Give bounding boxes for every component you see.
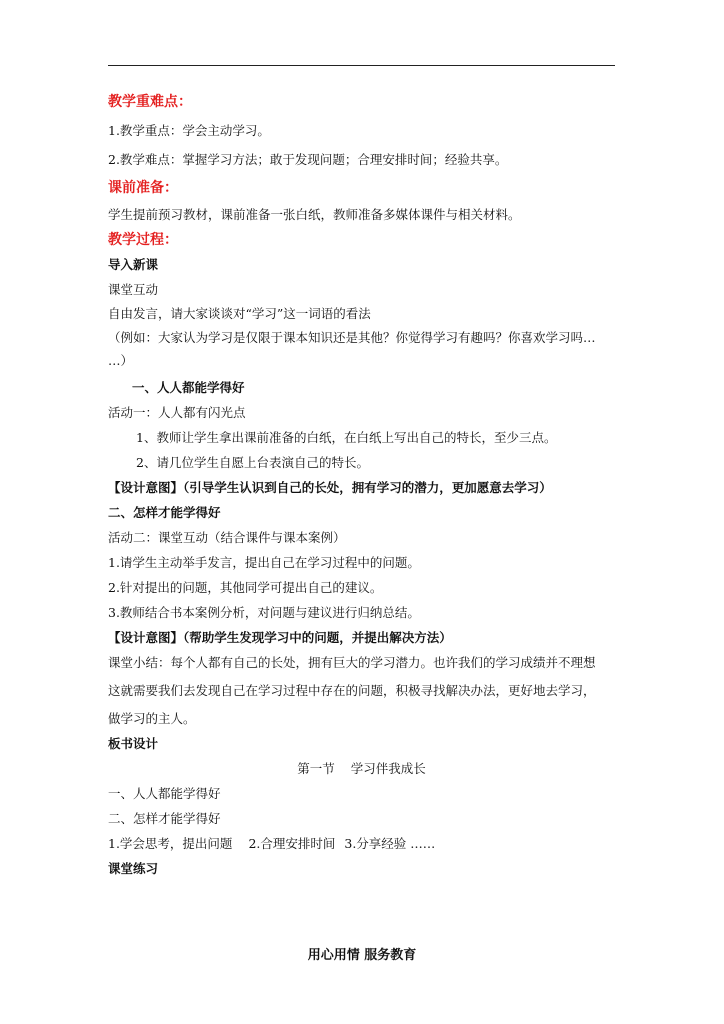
intro-example-line-1: （例如：大家认为学习是仅限于课本知识还是其他？你觉得学习有趣吗？你喜欢学习吗… xyxy=(108,330,596,345)
preparation-text: 学生提前预习教材，课前准备一张白纸，教师准备多媒体课件与相关材料。 xyxy=(108,207,521,222)
part2-activity: 活动二：课堂互动（结合课件与课本案例） xyxy=(108,530,346,545)
summary-line-3: 做学习的主人。 xyxy=(108,711,196,726)
page-footer: 用心用情 服务教育 xyxy=(307,948,417,963)
part2-design-intent: 【设计意图】（帮助学生发现学习中的问题，并提出解决方法） xyxy=(108,630,452,645)
difficulty-item: 2.教学难点：掌握学习方法；敢于发现问题；合理安排时间；经验共享。 xyxy=(108,152,508,167)
part1-step-1: 1、教师让学生拿出课前准备的白纸，在白纸上写出自己的特长，至少三点。 xyxy=(136,430,557,445)
part1-design-intent: 【设计意图】（引导学生认识到自己的长处，拥有学习的潜力，更加愿意去学习） xyxy=(108,480,552,495)
board-point-1: 1.学会思考，提出问题 xyxy=(108,836,233,851)
intro-example-line-2: …） xyxy=(108,353,134,368)
part2-heading: 二、怎样才能学得好 xyxy=(108,505,221,520)
board-title xyxy=(108,761,615,777)
key-point-item: 1.教学重点：学会主动学习。 xyxy=(108,123,270,138)
practice-heading: 课堂练习 xyxy=(108,861,159,876)
board-line-1: 一、人人都能学得好 xyxy=(108,786,221,801)
part2-step-3: 3.教师结合书本案例分析，对问题与建议进行归纳总结。 xyxy=(108,605,420,620)
intro-subheading: 课堂互动 xyxy=(108,282,159,297)
section-title-key-points: 教学重难点： xyxy=(108,94,192,110)
header-rule xyxy=(108,65,615,66)
summary-line-2: 这就需要我们去发现自己在学习过程中存在的问题，积极寻找解决办法，更好地去学习， xyxy=(108,683,596,698)
part2-step-1: 1.请学生主动举手发言，提出自己在学习过程中的问题。 xyxy=(108,555,420,570)
section-title-preparation: 课前准备： xyxy=(108,180,178,196)
board-title-name: 学习伴我成长 xyxy=(350,761,426,776)
board-design-heading: 板书设计 xyxy=(108,736,159,751)
intro-text: 自由发言，请大家谈谈对“学习”这一词语的看法 xyxy=(108,306,371,321)
part2-step-2: 2.针对提出的问题，其他同学可提出自己的建议。 xyxy=(108,580,383,595)
board-line-2: 二、怎样才能学得好 xyxy=(108,811,221,826)
part1-activity: 活动一：人人都有闪光点 xyxy=(108,405,246,420)
board-points xyxy=(108,836,623,852)
board-point-2: 2.合理安排时间 xyxy=(248,836,336,851)
board-point-3: 3.分享经验 …… xyxy=(344,836,436,851)
part1-step-2: 2、请几位学生自愿上台表演自己的特长。 xyxy=(136,455,369,470)
intro-heading: 导入新课 xyxy=(108,257,159,272)
part1-heading: 一、人人都能学得好 xyxy=(132,380,245,395)
document-body xyxy=(108,93,623,877)
summary-line-1: 课堂小结：每个人都有自己的长处，拥有巨大的学习潜力。也许我们的学习成绩并不理想 xyxy=(108,655,596,670)
section-title-process: 教学过程： xyxy=(108,232,178,248)
board-title-chapter: 第一节 xyxy=(297,761,335,776)
